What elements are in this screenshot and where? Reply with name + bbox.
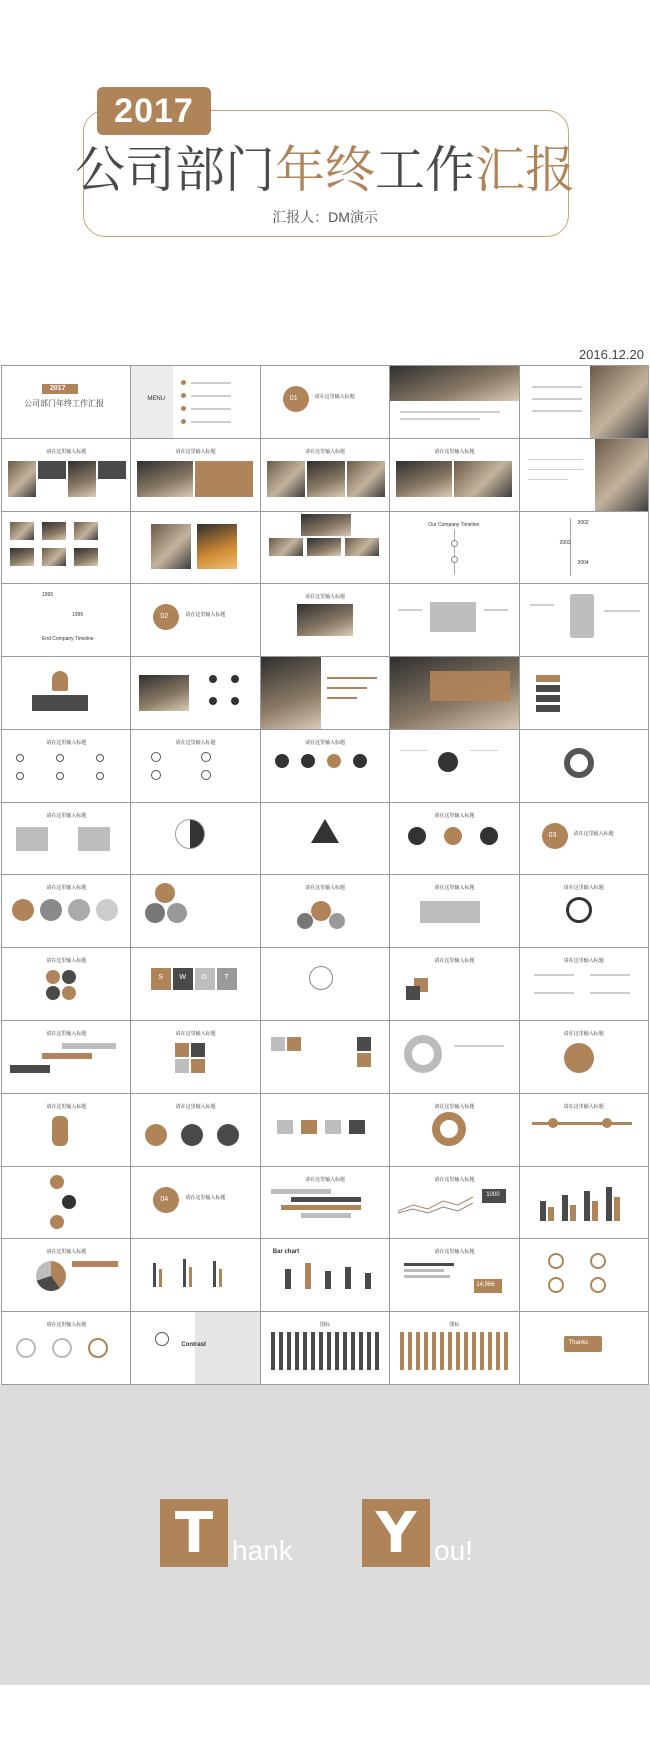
thumb-heading: 请在这里输入标题 <box>434 1249 475 1256</box>
icon-sheet-title: 图标 <box>449 1322 460 1329</box>
slide-thumb[interactable] <box>2 1094 130 1166</box>
slide-thumb[interactable] <box>2 366 130 438</box>
section-number: 01 <box>289 395 298 402</box>
thumb-heading: 请在这里输入标题 <box>46 1103 87 1110</box>
thumb-heading: 请在这里输入标题 <box>46 1031 87 1038</box>
thumb-heading: 请在这里输入标题 <box>175 739 216 746</box>
slide-thumb[interactable] <box>2 1021 130 1093</box>
slide-thumb[interactable] <box>131 730 259 802</box>
slide-thumb[interactable] <box>520 803 648 875</box>
slide-thumb[interactable] <box>520 657 648 729</box>
title-part-4: 汇报 <box>475 141 575 199</box>
cover-slide <box>0 0 650 365</box>
slide-thumb[interactable] <box>390 803 518 875</box>
timeline-year: 2004 <box>577 559 589 566</box>
thumb-heading: 请在这里输入标题 <box>304 885 345 892</box>
slide-thumb[interactable] <box>131 512 259 584</box>
slide-thumb[interactable] <box>390 1021 518 1093</box>
slide-thumb[interactable] <box>390 1094 518 1166</box>
slide-thumb[interactable] <box>520 1021 648 1093</box>
slide-thumb[interactable] <box>390 948 518 1020</box>
thumb-heading: 请在这里输入标题 <box>434 1103 475 1110</box>
thumb-heading: 请在这里输入标题 <box>46 958 87 965</box>
thumb-heading: 请在这里输入标题 <box>304 448 345 455</box>
slide-thumb[interactable] <box>520 439 648 511</box>
slide-thumb[interactable] <box>261 1094 389 1166</box>
thumb-heading: 请在这里输入标题 <box>46 739 87 746</box>
slide-thumb[interactable] <box>131 584 259 656</box>
swot-letter: T <box>224 974 229 982</box>
slide-thumb[interactable] <box>390 439 518 511</box>
line-chart <box>398 1193 478 1217</box>
slide-thumb[interactable] <box>520 1239 648 1311</box>
thumb-heading: 请在这里输入标题 <box>46 885 87 892</box>
slide-thumb[interactable] <box>2 439 130 511</box>
slide-thumb[interactable] <box>131 1239 259 1311</box>
slide-thumb[interactable] <box>520 948 648 1020</box>
slide-thumb[interactable] <box>2 657 130 729</box>
thumb-heading: 请在这里输入标题 <box>175 1103 216 1110</box>
reporter-text: 汇报人：DM演示 <box>272 209 378 225</box>
main-title <box>0 140 650 200</box>
slide-thumb[interactable] <box>131 948 259 1020</box>
slide-thumb[interactable] <box>131 657 259 729</box>
section-number: 02 <box>160 613 169 621</box>
thumb-heading: 请在这里输入标题 <box>563 1031 604 1038</box>
thumb-heading: 请在这里输入标题 <box>434 958 475 965</box>
thumb-heading: 请在这里输入标题 <box>434 1176 475 1183</box>
thumb-heading: 请在这里输入标题 <box>563 958 604 965</box>
slide-thumb[interactable] <box>520 1094 648 1166</box>
thumb-heading: 请在这里输入标题 <box>46 812 87 819</box>
slide-thumb[interactable] <box>520 512 648 584</box>
thumb-heading: 请在这里输入标题 <box>46 448 87 455</box>
slide-thumb[interactable] <box>261 875 389 947</box>
thumb-heading: 请在这里输入标题 <box>304 594 345 601</box>
slide-thumb[interactable] <box>261 657 389 729</box>
slide-thumb[interactable] <box>520 584 648 656</box>
slide-thumb[interactable] <box>2 1239 130 1311</box>
slide-thumb[interactable] <box>261 512 389 584</box>
section-number: 04 <box>160 1195 169 1203</box>
thumb-heading: 请在这里输入标题 <box>304 739 345 746</box>
section-number: 03 <box>548 831 557 839</box>
slide-thumb[interactable] <box>2 512 130 584</box>
slide-thumb[interactable] <box>261 948 389 1020</box>
section-heading: 请在这里输入标题 <box>314 394 355 400</box>
title-part-2: 年终 <box>275 141 375 199</box>
thumb-heading: 请在这里输入标题 <box>304 1176 345 1183</box>
slide-thumb[interactable] <box>520 875 648 947</box>
slide-thumb[interactable] <box>2 1312 130 1384</box>
swot-letter: O <box>201 974 207 982</box>
slide-thumb[interactable] <box>261 1021 389 1093</box>
swot-letter: S <box>158 974 164 982</box>
slide-thumbnail-grid <box>1 365 649 1385</box>
slide-thumb[interactable] <box>261 803 389 875</box>
timeline-year: 2003 <box>559 539 571 546</box>
bar-chart-label: Bar chart <box>272 1249 300 1256</box>
slide-thumb[interactable] <box>2 948 130 1020</box>
thumb-menu-label: MENU <box>147 396 166 402</box>
section-heading: 请在这里输入标题 <box>573 830 614 837</box>
thumb-heading: 请在这里输入标题 <box>434 448 475 455</box>
slide-thumb[interactable] <box>2 584 130 656</box>
letter-y-box: Y <box>362 1499 430 1567</box>
thumb-title: 公司部门年终工作汇报 <box>24 399 104 408</box>
end-timeline-title: End Company Timeline <box>42 636 94 643</box>
thumb-heading: 请在这里输入标题 <box>46 1322 87 1329</box>
slide-thumb[interactable] <box>2 803 130 875</box>
slide-thumb[interactable] <box>131 803 259 875</box>
slide-thumb[interactable] <box>390 1167 518 1239</box>
slide-thumb[interactable] <box>261 584 389 656</box>
stat-number: 14,966 <box>476 1282 495 1289</box>
slide-thumb[interactable] <box>131 1094 259 1166</box>
slide-thumb[interactable] <box>2 1167 130 1239</box>
letter-t-box: T <box>160 1499 228 1567</box>
timeline-title: Our Company Timeline <box>428 521 480 528</box>
section-heading: 请在这里输入标题 <box>185 612 226 619</box>
thank-word: hank <box>232 1535 293 1566</box>
slide-thumb[interactable] <box>520 730 648 802</box>
thumb-year: 2017 <box>50 385 66 392</box>
slide-thumb[interactable] <box>131 875 259 947</box>
timeline-year: 2002 <box>577 519 589 526</box>
slide-thumb[interactable] <box>520 1167 648 1239</box>
thanks-small-label: Thanks <box>568 1340 589 1347</box>
slide-thumb[interactable] <box>390 512 518 584</box>
thumb-heading: 请在这里输入标题 <box>434 885 475 892</box>
slide-thumb[interactable] <box>390 875 518 947</box>
slide-thumb[interactable] <box>2 875 130 947</box>
thumb-heading: 请在这里输入标题 <box>434 812 475 819</box>
slide-thumb[interactable] <box>390 657 518 729</box>
thumb-heading: 请在这里输入标题 <box>46 1249 87 1256</box>
timeline-year: 1995 <box>42 592 54 599</box>
slide-thumb[interactable] <box>390 584 518 656</box>
slide-thumb[interactable] <box>261 439 389 511</box>
slide-thumb[interactable] <box>131 1167 259 1239</box>
contrast-label: Contrast <box>181 1342 207 1349</box>
footer-space <box>0 1685 650 1751</box>
slide-thumb[interactable] <box>390 730 518 802</box>
slide-thumb[interactable] <box>261 1239 389 1311</box>
slide-thumb[interactable] <box>390 1239 518 1311</box>
thumb-heading: 请在这里输入标题 <box>563 1103 604 1110</box>
slide-thumb[interactable] <box>520 1312 648 1384</box>
thumb-heading: 请在这里输入标题 <box>175 448 216 455</box>
icon-sheet-title: 图标 <box>319 1322 330 1329</box>
title-part-3: 工作 <box>375 141 475 199</box>
slide-thumb[interactable] <box>131 439 259 511</box>
thumb-heading: 请在这里输入标题 <box>175 1031 216 1038</box>
section-heading: 请在这里输入标题 <box>185 1194 226 1201</box>
date-text: 2016.12.20 <box>578 347 644 362</box>
year-badge: 2017 <box>97 87 211 135</box>
slide-thumb[interactable] <box>131 366 259 438</box>
slide-thumb[interactable] <box>261 366 389 438</box>
big-number: 1000 <box>486 1191 500 1198</box>
slide-thumb[interactable] <box>131 1021 259 1093</box>
you-word: ou! <box>434 1535 473 1566</box>
slide-thumb[interactable] <box>131 1312 259 1384</box>
slide-thumb[interactable] <box>261 730 389 802</box>
swot-letter: W <box>179 974 186 982</box>
slide-thumb[interactable] <box>261 1312 389 1384</box>
timeline-year: 1996 <box>72 612 84 619</box>
slide-thumb[interactable] <box>390 1312 518 1384</box>
thank-you-slide <box>0 1385 650 1685</box>
title-part-1: 公司部门 <box>75 141 275 199</box>
slide-thumb[interactable] <box>520 366 648 438</box>
slide-thumb[interactable] <box>261 1167 389 1239</box>
thumb-heading: 请在这里输入标题 <box>563 885 604 892</box>
slide-thumb[interactable] <box>2 730 130 802</box>
slide-thumb[interactable] <box>390 366 518 438</box>
